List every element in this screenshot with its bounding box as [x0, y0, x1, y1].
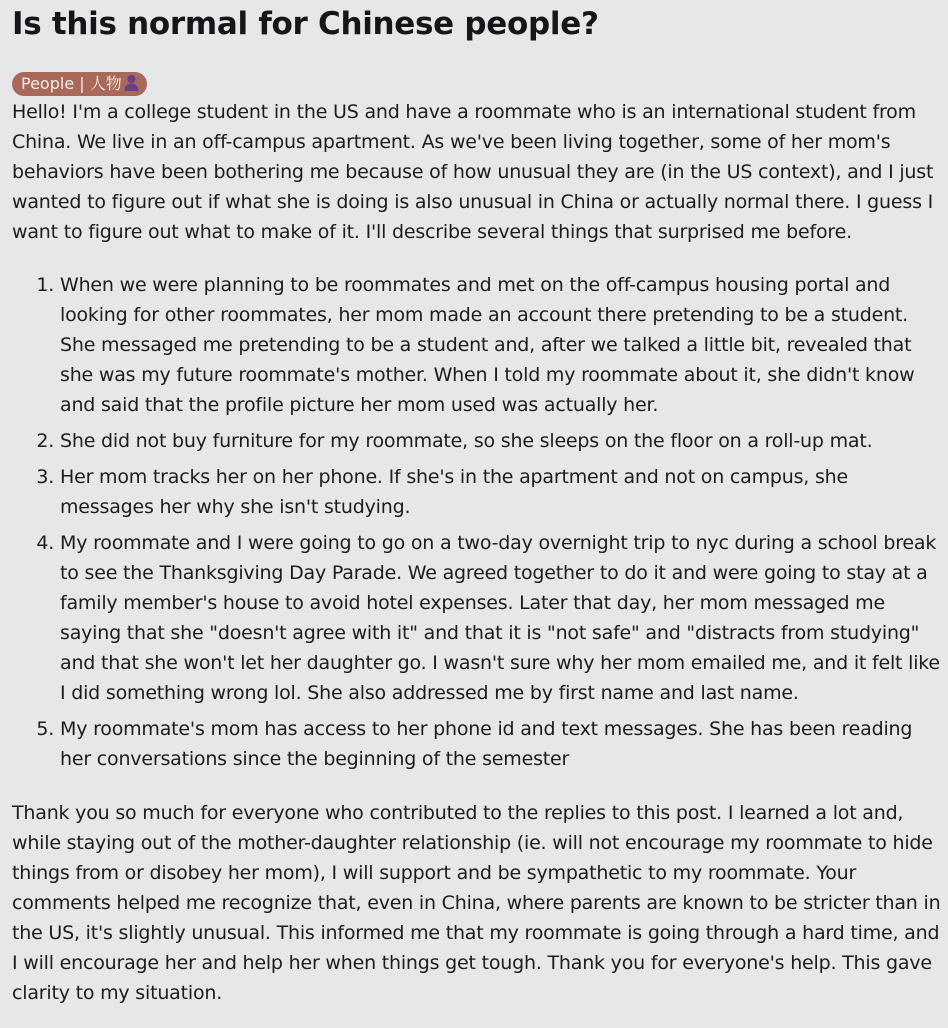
list-item: 3. Her mom tracks her on her phone. If she's in the apartment and not on campus, she messages her why she isn't studying. — [60, 462, 944, 522]
list-item: 1. When we were planning to be roommates and met on the off-campus housing portal and looking for other roommates, her mom made an account there pretending to be a student. She messaged me pretending to be a student and, after we talked a little bit, revealed that she was my future roommate's mother. When I told my roommate about it, she didn't know and said that the profile picture her mom used was actually her. — [60, 270, 944, 420]
person-icon — [124, 74, 139, 91]
list-item: 2. She did not buy furniture for my roommate, so she sleeps on the floor on a roll-up mat. — [60, 426, 944, 456]
post-closing-paragraph: Thank you so much for everyone who contributed to the replies to this post. I learned a lot and, while staying out of the mother-daughter relationship (ie. will not encourage my roommate to hide things from or disobey her mom), I will support and be sympathetic to my roommate. Your comments helped me recognize that, even in China, where parents are known to be stricter than in the US, it's slightly unusual. This informed me that my roommate is going through a hard time, and I will encourage her and help her when things get tough. Thank you for everyone's help. This gave clarity to my situation. — [12, 802, 941, 1004]
list-item: 4. My roommate and I were going to go on a two-day overnight trip to nyc during a school break to see the Thanksgiving Day Parade. We agreed together to do it and were going to stay at a family member's house to avoid hotel expenses. Later that day, her mom messaged me saying that she "doesn't agree with it" and that it is "not safe" and "distracts from studying" and that she won't let her daughter go. I wasn't sure why her mom emailed me, and it felt like I did something wrong lol. She also addressed me by first name and last name. — [60, 528, 944, 708]
list-item: 5. My roommate's mom has access to her phone id and text messages. She has been reading her conversations since the beginning of the semester — [60, 714, 944, 774]
post-intro-paragraph: Hello! I'm a college student in the US and have a roommate who is an international student from China. We live in an off-campus apartment. As we've been living together, some of her mom's behaviors have been bothering me because of how unusual they are (in the US context), and I just wanted to figure out if what she is doing is also unusual in China or actually normal there. I guess I want to figure out what to make of it. I'll describe several things that surprised me before. — [12, 101, 934, 243]
post-flair[interactable] — [12, 72, 147, 96]
flair-label: People | 人物 — [21, 74, 122, 93]
post-title: Is this normal for Chinese people? — [12, 6, 599, 42]
surprise-list — [12, 270, 948, 774]
